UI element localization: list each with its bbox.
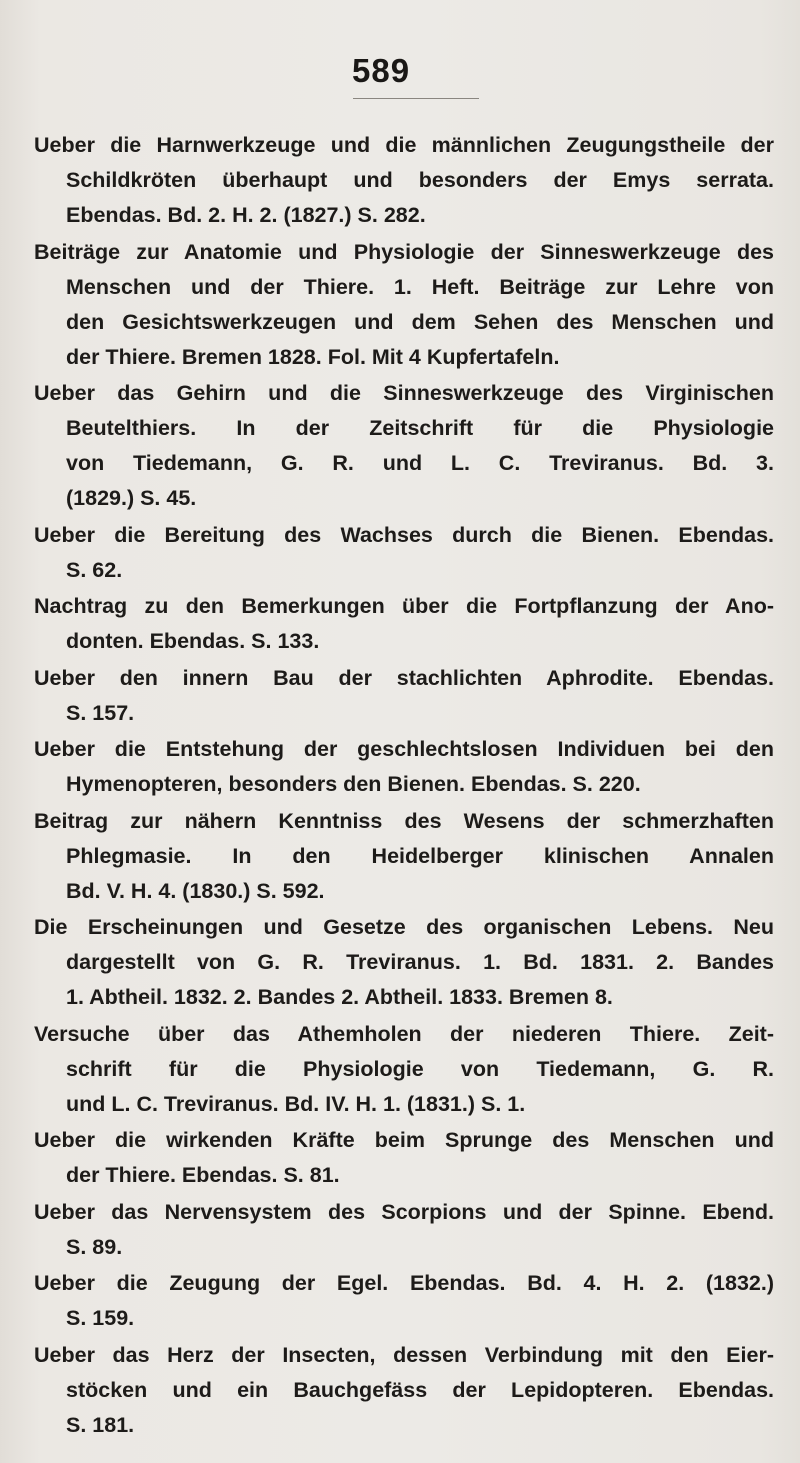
bibliography-entry xyxy=(34,1123,774,1193)
entry-line: donten. Ebendas. S. 133. xyxy=(66,629,320,653)
bibliography-entry xyxy=(34,589,774,659)
entry-line: S. 157. xyxy=(66,700,135,725)
entry-line: Versuche über das Athemholen der niederen Thiere. Zeit- xyxy=(34,1021,774,1046)
entry-line: Ueber das Herz der Insecten, dessen Verbindung mit den Eier- xyxy=(34,1342,774,1367)
entry-line: Bd. V. H. 4. (1830.) S. 592. xyxy=(66,878,325,903)
entry-line: Beitrag zur nähern Kenntniss des Wesens der schmerzhaften xyxy=(34,808,774,833)
entry-line: Die Erscheinungen und Gesetze des organischen Lebens. Neu xyxy=(34,915,774,939)
entry-line: Beutelthiers. In der Zeitschrift für die Physiologie xyxy=(66,416,774,440)
entry-line: Ueber die wirkenden Kräfte beim Sprunge des Menschen und xyxy=(34,1128,774,1152)
entry-line: Ueber die Zeugung der Egel. Ebendas. Bd. 4. H. 2. (1832.) xyxy=(34,1271,774,1295)
entry-line: S. 62. xyxy=(66,557,123,582)
bibliography-entry xyxy=(34,518,774,588)
entry-line: Ueber das Nervensystem des Scorpions und der Spinne. Ebend. xyxy=(34,1199,774,1224)
bibliography-entry xyxy=(34,1195,774,1265)
bibliography-entry xyxy=(34,1338,774,1443)
bibliography-entry xyxy=(34,1017,774,1122)
entry-line: Ueber das Gehirn und die Sinneswerkzeuge des Virginischen xyxy=(34,381,774,405)
entry-line: 1. Abtheil. 1832. 2. Bandes 2. Abtheil. 1833. Bremen 8. xyxy=(66,985,613,1009)
entry-line: und L. C. Treviranus. Bd. IV. H. 1. (1831.) S. 1. xyxy=(66,1091,526,1116)
entry-line: Ueber die Entstehung der geschlechtslosen Individuen bei den xyxy=(34,737,774,761)
entry-line: Phlegmasie. In den Heidelberger klinischen Annalen xyxy=(66,843,774,868)
entry-line: Beiträge zur Anatomie und Physiologie der Sinneswerkzeuge des xyxy=(34,239,774,264)
page-number: 589 xyxy=(352,52,411,89)
entry-line: Menschen und der Thiere. 1. Heft. Beiträge zur Lehre von xyxy=(66,274,774,299)
entry-line: S. 181. xyxy=(66,1412,135,1437)
entry-line: stöcken und ein Bauchgefäss der Lepidopteren. Ebendas. xyxy=(66,1377,774,1402)
entry-line: S. 89. xyxy=(66,1234,123,1259)
bibliography-entry xyxy=(34,661,774,731)
entry-line: Ueber die Harnwerkzeuge und die männlichen Zeugungstheile der xyxy=(34,133,774,157)
entry-line: den Gesichtswerkzeugen und dem Sehen des Menschen und xyxy=(66,309,774,334)
bibliography-entry xyxy=(34,804,774,909)
bibliography-entry xyxy=(34,1266,774,1336)
entry-line: von Tiedemann, G. R. und L. C. Treviranus. Bd. 3. xyxy=(66,451,774,475)
bibliography-entry xyxy=(34,376,774,516)
entry-line: Ebendas. Bd. 2. H. 2. (1827.) S. 282. xyxy=(66,203,426,227)
entry-line: (1829.) S. 45. xyxy=(66,486,197,510)
entry-line: Ueber die Bereitung des Wachses durch die Bienen. Ebendas. xyxy=(34,522,774,547)
entry-line: Schildkröten überhaupt und besonders der Emys serrata. xyxy=(66,168,774,192)
bibliography-entry xyxy=(34,235,774,375)
bibliography-entry xyxy=(34,732,774,802)
bibliography-entry xyxy=(34,910,774,1015)
entry-line: Ueber den innern Bau der stachlichten Aphrodite. Ebendas. xyxy=(34,665,774,690)
bibliography-entry xyxy=(34,128,774,233)
bibliography-list xyxy=(34,128,774,1444)
entry-line: der Thiere. Bremen 1828. Fol. Mit 4 Kupfertafeln. xyxy=(66,344,560,369)
entry-line: S. 159. xyxy=(66,1306,135,1330)
entry-line: dargestellt von G. R. Treviranus. 1. Bd. 1831. 2. Bandes xyxy=(66,950,774,974)
page-number-rule xyxy=(353,98,479,99)
entry-line: Nachtrag zu den Bemerkungen über die Fortpflanzung der Ano- xyxy=(34,594,774,618)
entry-line: schrift für die Physiologie von Tiedemann, G. R. xyxy=(66,1056,774,1081)
entry-line: der Thiere. Ebendas. S. 81. xyxy=(66,1163,340,1187)
entry-line: Hymenopteren, besonders den Bienen. Ebendas. S. 220. xyxy=(66,772,641,796)
